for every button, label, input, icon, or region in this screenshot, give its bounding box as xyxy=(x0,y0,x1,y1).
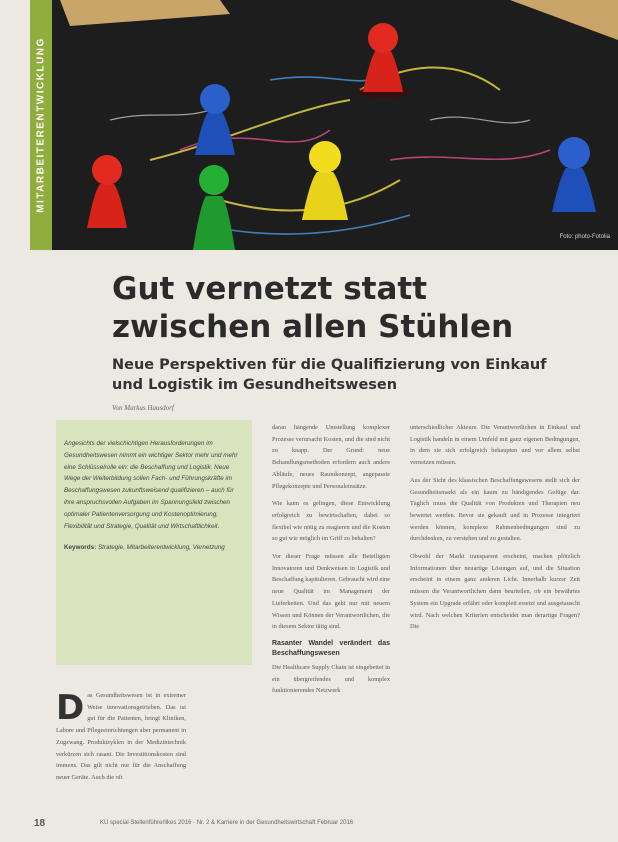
paragraph: Die Healthcare Supply Chain ist eingebettet in ein übergreifendes und komplex funktionierendes Netzwerk xyxy=(272,663,390,695)
photo-credit: Foto: photo-Fotolia xyxy=(559,234,610,240)
keywords-label: Keywords: xyxy=(64,544,97,552)
paragraph: daran hängende Umstellung komplexer Prozesse verursacht Kosten, und die sind nicht zu knapp. Der Grund: neue Behandlungsmethoden erfordern auch andere Abläufe, neues Raumkonzept, angepasste Pflegekonzepte und Personaleinsätze. xyxy=(272,424,390,490)
keywords-list: Strategie, Mitarbeiterentwicklung, Vernetzung xyxy=(97,544,225,552)
paragraph: Vor dieser Frage müssen alle Beteiligten Innovatoren und Denkweisen in Logistik und Beschaffung kapitulieren. Gebraucht wird eine neue Qualität im Management der Lieferketten. Und das geht nur mit neuem Wissen und Können der Verantwortlichen, die in diesem Sektor tätig sind. xyxy=(272,553,390,631)
page-footer xyxy=(30,818,618,830)
drop-cap: D xyxy=(56,688,85,728)
paragraph: Obwohl der Markt transparent erscheint, machen plötzlich Informationen über neuartige Lösungen auf, und die Situation erscheint in einem ganz anderen Licht. Innerhalb kurzer Zeit müssen die Verantwortlichen dann beurteilen, ob ein bewährtes System ein Upgrade erfährt oder komplett ersetzt und ausgetauscht wird. Nach welchen Kriterien entscheidet man derartige Fragen? Die xyxy=(410,553,580,631)
article-subtitle: Neue Perspektiven für die Qualifizierung von Einkauf und Logistik im Gesundheitswesen xyxy=(112,357,547,393)
paragraph: Aus der Sicht des klassischen Beschaffungswesens stellt sich der Gesundheitsmarkt als ein kaum zu bändigendes Gefüge dar. Täglich muss die Qualität von Produkten und Therapien neu bewertet werden. Bevor sie gekauft und in Prozesse integriert werden können, komplexe Rahmenbedingungen sind zu durchdenken, zu verstehen und zu gestalten. xyxy=(410,476,580,543)
body-text-col1: as Gesundheitswesen ist in extremer Weise innovationsgetrieben. Das ist gut für die Patienten, bringt Kliniken, Labore und Pflegeeinrichtungen aber permanent in Zugzwang. Produktzyklen in der Medizintechnik verkürzen sich rasant. Die Investitionskosten sind immens. Das gilt nicht nur für die Anschaffung neuer Geräte. Auch die oft xyxy=(56,692,186,781)
page-number: 18 xyxy=(34,818,46,829)
footer-text: KU special Stellenführerlikes 2016 · Nr. 2 & Karriere in der Gesundheitswirtschaft Februar 2016 xyxy=(100,820,354,826)
body-column-3 xyxy=(410,422,580,639)
abstract-text: Angesichts der vielschichtigen Herausforderungen im Gesundheitswesen nimmt ein wichtiger Sektor mehr und mehr eine Schlüsselrolle ein: die Beschaffung und Logistik. Neue Wege der Weiterbildung sollen Fach- und Führungskräfte im Beschaffungswesen zukunftsweisend qualifizieren – auch für ihre anspruchsvollen Aufgaben im Spannungsfeld zwischen optimaler Patientenversorgung und Kostenoptimierung, Flexibilität und Strategie, Qualität und Wirtschaftlichkeit. xyxy=(64,440,238,530)
article-author: Von Markus Hausdorf xyxy=(112,404,174,412)
article-title: Gut vernetzt statt zwischen allen Stühlen xyxy=(112,271,514,345)
section-subheading: Rasanter Wandel verändert das Beschaffungswesen xyxy=(272,639,390,658)
paragraph: Wie kann es gelingen, diese Entwicklung erfolgreich zu bewirtschaften, dabei so flexibel wie nötig zu reagieren und die Kosten so gut wie möglich im Griff zu behalten? xyxy=(272,500,390,543)
abstract-box xyxy=(56,420,252,665)
paragraph: unterschiedlicher Akteure. Die Verantwortlichen in Einkauf und Logistik handeln in einem Umfeld mit ganz eigenen Bedingungen, in dem sie sich erfolgreich behaupten und vor allem selbst vernetzen müssen. xyxy=(410,424,580,467)
keywords xyxy=(64,542,246,554)
hero-image xyxy=(30,0,618,250)
game-figures-illustration xyxy=(30,0,618,250)
body-column-1 xyxy=(56,690,186,784)
body-column-2 xyxy=(272,422,390,703)
section-label: MITARBEITERENTWICKLUNG xyxy=(35,37,47,213)
